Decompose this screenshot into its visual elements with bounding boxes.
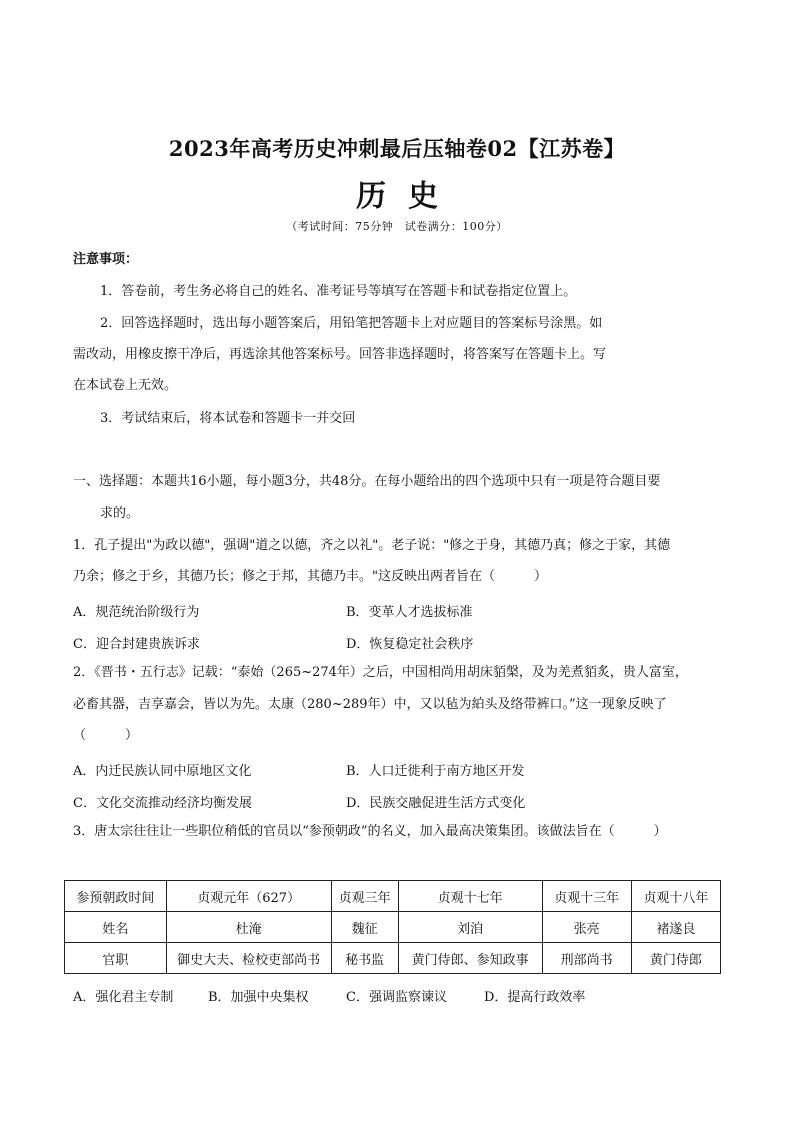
question-2-stem-line-1: 2．《晋书・五行志》记载：“泰始（265~274年）之后，中国相尚用胡床貊槃，及为羌煮貊炙，贵人富室， (73, 665, 688, 680)
officials-table (64, 880, 721, 974)
table-row (65, 943, 721, 974)
notice-item-3: 3．考试结束后，将本试卷和答题卡一并交回 (100, 411, 356, 426)
table-cell: 贞观十八年 (631, 881, 720, 912)
section-1-instructions: 一、选择题：本题共16小题，每小题3分，共48分。在每小题给出的四个选项中只有一项是符合题目要 (73, 474, 661, 489)
table-row (65, 912, 721, 943)
question-3-option-d[interactable]: D．提高行政效率 (484, 990, 586, 1005)
notice-item-1: 1．答卷前，考生务必将自己的姓名、准考证号等填写在答题卡和试卷指定位置上。 (100, 284, 577, 299)
table-cell: 秘书监 (331, 943, 398, 974)
question-2-option-a[interactable]: A．内迁民族认同中原地区文化 (73, 764, 252, 779)
notice-item-2-line-1: 2．回答选择题时，选出每小题答案后，用铅笔把答题卡上对应题目的答案标号涂黑。如 (100, 316, 603, 331)
table-cell: 褚遂良 (631, 912, 720, 943)
table-cell: 黄门侍郎、参知政事 (398, 943, 542, 974)
notice-item-2-line-2: 需改动，用橡皮擦干净后，再选涂其他答案标号。回答非选择题时，将答案写在答题卡上。写 (73, 347, 607, 362)
table-cell: 贞观十三年 (542, 881, 631, 912)
table-cell: 贞观元年（627） (166, 881, 331, 912)
question-1-option-b[interactable]: B．变革人才选拔标准 (346, 605, 473, 620)
question-3-option-a[interactable]: A．强化君主专制 (73, 990, 174, 1005)
question-2-option-b[interactable]: B．人口迁徙利于南方地区开发 (346, 764, 525, 779)
table-cell: 张亮 (542, 912, 631, 943)
notice-heading: 注意事项： (73, 252, 139, 267)
section-1-instructions-cont: 求的。 (100, 506, 140, 521)
table-cell: 杜淹 (166, 912, 331, 943)
table-cell: 参预朝政时间 (65, 881, 167, 912)
exam-info: （考试时间：75分钟 试卷满分：100分） (286, 220, 508, 233)
exam-title: 2023年高考历史冲刺最后压轴卷02【江苏卷】 (168, 136, 626, 161)
question-2-stem-line-2: 必畜其器，吉享嘉会，皆以为先。太康（280~289年）中，又以毡为絈头及络带裤口。”这一现象反映了 (73, 697, 667, 712)
question-1-option-a[interactable]: A．规范统治阶级行为 (73, 605, 200, 620)
table-cell: 贞观十七年 (398, 881, 542, 912)
question-3-option-b[interactable]: B．加强中央集权 (208, 990, 309, 1005)
table-cell: 黄门侍郎 (631, 943, 720, 974)
question-3-option-c[interactable]: C．强调监察谏议 (346, 990, 447, 1005)
table-cell: 官职 (65, 943, 167, 974)
table-cell: 刑部尚书 (542, 943, 631, 974)
question-2-option-c[interactable]: C．文化交流推动经济均衡发展 (73, 796, 252, 811)
table-cell: 御史大夫、检校吏部尚书 (166, 943, 331, 974)
table-row (65, 881, 721, 912)
question-1-option-d[interactable]: D．恢复稳定社会秩序 (346, 637, 474, 652)
table-cell: 姓名 (65, 912, 167, 943)
question-1-stem-line-1: 1．孔子提出"为政以德"，强调"道之以德，齐之以礼"。老子说："修之于身，其德乃真；修之于家，其德 (73, 538, 671, 553)
table-cell: 刘洎 (398, 912, 542, 943)
question-2-option-d[interactable]: D．民族交融促进生活方式变化 (346, 796, 526, 811)
table-cell: 贞观三年 (331, 881, 398, 912)
subject-heading: 历史 (356, 179, 460, 214)
question-2-stem-line-3: （ ） (73, 728, 139, 743)
question-1-stem-line-2: 乃余；修之于乡，其德乃长；修之于邦，其德乃丰。"这反映出两者旨在（ ） (73, 569, 547, 584)
question-3-stem: 3．唐太宗往往让一些职位稍低的官员以“参预朝政”的名义，加入最高决策集团。该做法旨在（ ） (73, 824, 667, 839)
table-cell: 魏征 (331, 912, 398, 943)
question-1-option-c[interactable]: C．迎合封建贵族诉求 (73, 637, 200, 652)
notice-item-2-line-3: 在本试卷上无效。 (73, 378, 178, 393)
